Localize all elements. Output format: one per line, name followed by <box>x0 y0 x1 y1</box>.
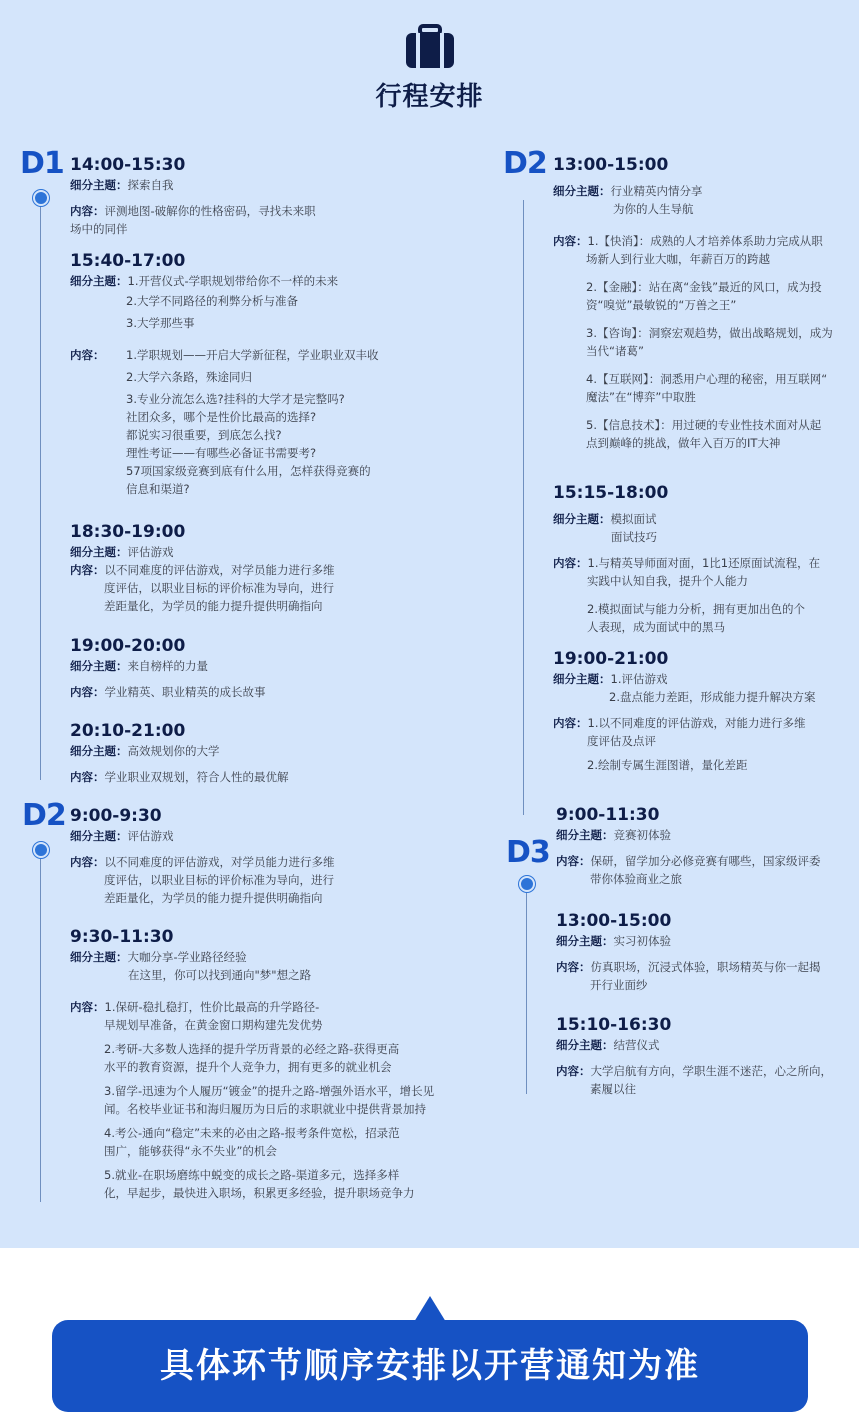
content-line: 点到巅峰的挑战，做年入百万的IT大神 <box>586 436 781 450</box>
sub-label: 细分主题： <box>553 512 611 526</box>
session-time: 19:00-21:00 <box>553 649 669 669</box>
sub-value: 探索自我 <box>127 178 174 192</box>
content-line: 人表现，成为面试中的黑马 <box>587 620 725 634</box>
session-r2 <box>553 482 843 636</box>
sub-line: 大咖分享-学业路径经验 <box>127 950 247 964</box>
session-l6 <box>70 805 410 907</box>
sub-value: 评估游戏 <box>127 545 174 559</box>
timeline-line <box>526 878 527 1094</box>
session-time: 14:00-15:30 <box>70 155 186 175</box>
content-line: 1.保研-稳扎稳打，性价比最高的升学路径- <box>104 1000 320 1014</box>
sub-line: 行业精英内情分享 <box>610 184 703 198</box>
content-line: 以不同难度的评估游戏，对学员能力进行多维 <box>104 855 335 869</box>
content-line: 57项国家级竞赛到底有什么用，怎样获得竞赛的 <box>126 464 371 478</box>
content-line: 4.【互联网】：洞悉用户心理的秘密，用互联网“ <box>586 372 828 386</box>
sub-label: 细分主题： <box>70 829 128 843</box>
session-time: 9:30-11:30 <box>70 927 174 947</box>
content-line: 社团众多，哪个是性价比最高的选择? <box>126 410 317 424</box>
session-time: 19:00-20:00 <box>70 636 186 656</box>
sub-label: 细分主题： <box>70 744 128 758</box>
content-label: 内容： <box>70 204 105 218</box>
session-time: 15:15-18:00 <box>553 483 669 503</box>
content-line: 开行业面纱 <box>590 978 648 992</box>
sub-line: 1.开营仪式-学职规划带给你不一样的未来 <box>127 274 339 288</box>
content-label: 内容： <box>553 556 588 570</box>
content-label: 内容： <box>556 960 591 974</box>
sub-label: 细分主题： <box>70 659 128 673</box>
timeline-line <box>40 842 41 1202</box>
day-label-d3: D3 <box>506 835 550 870</box>
content-label: 内容： <box>70 348 105 362</box>
content-line: 1.以不同难度的评估游戏，对能力进行多维 <box>587 716 806 730</box>
content-line: 都说实习很重要，到底怎么找? <box>126 428 282 442</box>
sub-line: 模拟面试 <box>610 512 657 526</box>
content-line: 化，早起步，最快进入职场，积累更多经验，提升职场竞争力 <box>104 1186 415 1200</box>
content-line: 以不同难度的评估游戏，对学员能力进行多维 <box>104 563 335 577</box>
content-line: 1.与精英导师面对面，1比1还原面试流程，在 <box>587 556 821 570</box>
content-line: 差距量化，为学员的能力提升提供明确指向 <box>104 891 323 905</box>
content-line: 5.就业-在职场磨练中蜕变的成长之路-渠道多元，选择多样 <box>104 1168 400 1182</box>
session-l2 <box>70 250 410 498</box>
session-time: 9:00-11:30 <box>556 805 660 825</box>
header <box>0 24 859 113</box>
content-line: 度评估，以职业目标的评价标准为导向，进行 <box>104 873 334 887</box>
session-time: 18:30-19:00 <box>70 522 186 542</box>
content-line: 理性考证——有哪些必备证书需要考? <box>126 446 317 460</box>
session-l7 <box>70 926 460 1202</box>
content-line: 2.绘制专属生涯图谱，量化差距 <box>587 758 748 772</box>
sub-line: 3.大学那些事 <box>126 316 195 330</box>
timeline-line <box>523 200 524 815</box>
content-line: 早规划早准备，在黄金窗口期构建先发优势 <box>104 1018 323 1032</box>
content-line: 闻。名校毕业证书和海归履历为日后的求职就业中提供背景加持 <box>104 1102 426 1116</box>
sub-label: 细分主题： <box>553 184 611 198</box>
sub-label: 细分主题： <box>553 672 611 686</box>
content-label: 内容： <box>553 234 588 248</box>
timeline-dot <box>33 842 49 858</box>
content-line: 仿真职场，沉浸式体验，职场精英与你一起揭 <box>590 960 821 974</box>
content-line: 大学启航有方向，学职生涯不迷茫，心之所向， <box>590 1064 832 1078</box>
content-line: 1.学职规划——开启大学新征程，学业职业双丰收 <box>126 348 379 362</box>
content-line: 素履以往 <box>590 1082 636 1096</box>
content-line: 信息和渠道? <box>126 482 190 496</box>
content-line: 资“嗅觉”最敏锐的“万兽之王” <box>586 298 737 312</box>
content-line: 水平的教育资源，提升个人竞争力，拥有更多的就业机会 <box>104 1060 392 1074</box>
content-line: 评测地图-破解你的性格密码，寻找未来职 <box>104 204 316 218</box>
day-label-d1: D1 <box>20 146 64 181</box>
content-line: 2.考研-大多数人选择的提升学历背景的必经之路-获得更高 <box>104 1042 400 1056</box>
content-label: 内容： <box>70 685 105 699</box>
sub-value: 结营仪式 <box>613 1038 660 1052</box>
session-time: 9:00-9:30 <box>70 806 162 826</box>
session-time: 15:10-16:30 <box>556 1015 672 1035</box>
sub-label: 细分主题： <box>70 274 128 288</box>
session-time: 15:40-17:00 <box>70 251 186 271</box>
sub-label: 细分主题： <box>70 178 128 192</box>
sub-value: 竞赛初体验 <box>613 828 671 842</box>
sub-line: 2.盘点能力差距，形成能力提升解决方案 <box>609 690 816 704</box>
session-time: 20:10-21:00 <box>70 721 186 741</box>
content-line: 5.【信息技术】：用过硬的专业性技术面对从起 <box>586 418 822 432</box>
content-line: 差距量化，为学员的能力提升提供明确指向 <box>104 599 323 613</box>
page-title: 行程安排 <box>375 82 484 112</box>
session-time: 13:00-15:00 <box>553 155 669 175</box>
sub-line: 2.大学不同路径的利弊分析与准备 <box>126 294 298 308</box>
sub-value: 实习初体验 <box>613 934 671 948</box>
content-label: 内容： <box>70 1000 105 1014</box>
content-line: 魔法”在“博弈”中取胜 <box>586 390 696 404</box>
timeline-dot <box>519 876 535 892</box>
content-line: 场中的同伴 <box>70 222 128 236</box>
content-line: 2.【金融】：站在离“金钱”最近的风口，成为投 <box>586 280 822 294</box>
sub-value: 评估游戏 <box>127 829 174 843</box>
content-line: 3.【咨询】：洞察宏观趋势，做出战略规划，成为 <box>586 326 833 340</box>
sub-line: 1.评估游戏 <box>610 672 668 686</box>
content-line: 保研，留学加分必修竞赛有哪些，国家级评委 <box>590 854 821 868</box>
content-line: 带你体验商业之旅 <box>590 872 682 886</box>
notice-banner: 具体环节顺序安排以开营通知为准 <box>52 1320 808 1412</box>
timeline-line <box>40 190 41 780</box>
content-line: 场新人到行业大咖，年薪百万的跨越 <box>586 252 770 266</box>
sub-value: 高效规划你的大学 <box>127 744 220 758</box>
session-time: 13:00-15:00 <box>556 911 672 931</box>
content-line: 围广，能够获得“永不失业”的机会 <box>104 1144 277 1158</box>
content-line: 学业职业双规划，符合人性的最优解 <box>104 770 289 784</box>
sub-value: 来自榜样的力量 <box>127 659 208 673</box>
banner-pointer <box>414 1296 446 1322</box>
timeline-dot <box>33 190 49 206</box>
content-line: 1.【快消】：成熟的人才培养体系助力完成从职 <box>587 234 823 248</box>
sub-label: 细分主题： <box>556 934 614 948</box>
content-label: 内容： <box>70 855 105 869</box>
session-r1 <box>553 154 843 452</box>
content-line: 2.大学六条路，殊途同归 <box>126 370 252 384</box>
session-l4 <box>70 635 410 701</box>
content-line: 3.留学-迅速为个人履历“镀金”的提升之路-增强外语水平，增长见 <box>104 1084 435 1098</box>
content-line: 学业精英、职业精英的成长故事 <box>104 685 266 699</box>
briefcase-icon <box>404 24 456 70</box>
content-line: 3.专业分流怎么选?挂科的大学才是完整吗? <box>126 392 345 406</box>
session-l1 <box>70 154 400 238</box>
content-line: 实践中认知自我，提升个人能力 <box>587 574 748 588</box>
day-label-d2-right: D2 <box>503 146 547 181</box>
content-line: 度评估，以职业目标的评价标准为导向，进行 <box>104 581 334 595</box>
session-r6 <box>556 1014 846 1098</box>
sub-label: 细分主题： <box>556 1038 614 1052</box>
sub-line: 在这里，你可以找到通向"梦"想之路 <box>128 968 312 982</box>
sub-label: 细分主题： <box>70 950 128 964</box>
sub-line: 为你的人生导航 <box>613 202 694 216</box>
session-l5 <box>70 720 410 786</box>
content-line: 度评估及点评 <box>587 734 656 748</box>
content-label: 内容： <box>556 1064 591 1078</box>
content-label: 内容： <box>556 854 591 868</box>
sub-label: 细分主题： <box>556 828 614 842</box>
day-label-d2: D2 <box>22 798 66 833</box>
sub-label: 细分主题： <box>70 545 128 559</box>
content-label: 内容： <box>70 563 105 577</box>
session-l3 <box>70 521 410 615</box>
session-r5 <box>556 910 846 994</box>
content-line: 4.考公-通向“稳定”未来的必由之路-报考条件宽松，招录范 <box>104 1126 400 1140</box>
session-r3 <box>553 648 843 774</box>
sub-line: 面试技巧 <box>611 530 657 544</box>
content-label: 内容： <box>553 716 588 730</box>
session-r4 <box>556 804 846 888</box>
content-line: 当代“诸葛” <box>586 344 644 358</box>
content-line: 2.模拟面试与能力分析，拥有更加出色的个 <box>587 602 805 616</box>
content-label: 内容： <box>70 770 105 784</box>
